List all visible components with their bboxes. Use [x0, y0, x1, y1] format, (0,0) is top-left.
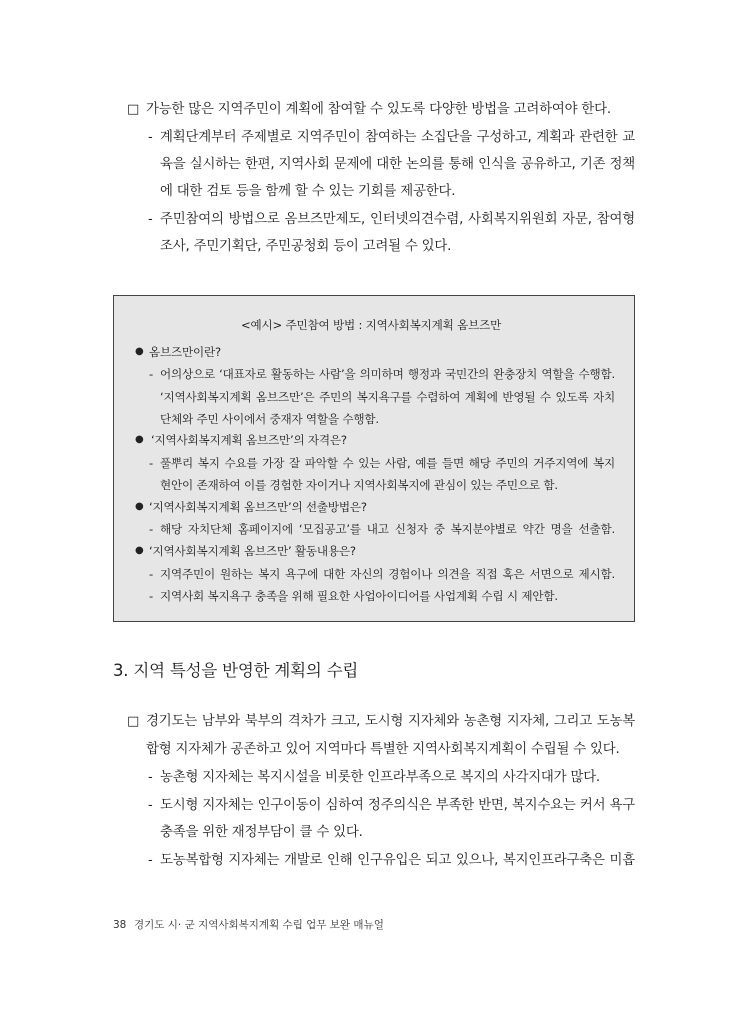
- example-heading-2: ‘지역사회복지계획 옴브즈만’의 자격은?: [151, 433, 347, 447]
- example-title: <예시> 주민참여 방법 : 지역사회복지계획 옴브즈만: [241, 318, 502, 332]
- dash-marker: -: [149, 522, 153, 536]
- checkbox-bullet: □: [127, 714, 140, 729]
- example-2-item-1-line-2: 현안이 존재하여 이를 경험한 자이거나 지역사회복지에 관심이 있는 주민으로 함.: [160, 478, 558, 492]
- bullet-dot: ●: [135, 434, 144, 445]
- example-1-item-2-line-2: 단체와 주민 사이에서 중재자 역할을 수행함.: [160, 412, 379, 426]
- dash-marker: -: [149, 567, 153, 581]
- bullet-dot: ●: [135, 346, 144, 357]
- dash-marker: -: [149, 367, 153, 381]
- example-heading-4: ‘지역사회복지계획 옴브즈만’ 활동내용은?: [149, 544, 356, 558]
- dash-marker: -: [148, 853, 153, 868]
- example-1-item-1: 어의상으로 ‘대표자로 활동하는 사람’을 의미하며 행정과 국민간의 완충장치 역할을 수행함.: [160, 367, 615, 381]
- dash-marker: -: [148, 212, 153, 227]
- footer-title: 경기도 시· 군 지역사회복지계획 수립 업무 보완 매뉴얼: [134, 919, 384, 931]
- section3-item-2-line-1: 도시형 지자체는 인구이동이 심하여 정주의식은 부족한 반면, 복지수요는 커서 욕구: [160, 798, 635, 813]
- intro-item-1-line-3: 에 대한 검토 등을 함께 할 수 있는 기회를 제공한다.: [160, 184, 456, 199]
- example-2-item-1-line-1: 풀뿌리 복지 수요를 가장 잘 파악할 수 있는 사람, 예를 들면 해당 주민의 거주지역에 복지: [160, 456, 615, 470]
- bullet-dot: ●: [135, 501, 144, 512]
- dash-marker: -: [148, 798, 153, 813]
- checkbox-bullet: □: [127, 102, 140, 117]
- intro-item-1-line-2: 육을 실시하는 한편, 지역사회 문제에 대한 논의를 통해 인식을 공유하고, 기존 정책: [160, 157, 635, 172]
- example-3-item-1: 해당 자치단체 홈페이지에 ‘모집공고’를 내고 신청자 중 복지분야별로 약간 명을 선출함.: [160, 522, 615, 536]
- intro-item-1-line-1: 계획단계부터 주제별로 지역주민이 참여하는 소집단을 구성하고, 계획과 관련한 교: [160, 130, 635, 145]
- dash-marker: -: [148, 770, 153, 785]
- example-4-item-2: 지역사회 복지욕구 충족을 위해 필요한 사업아이디어를 사업계획 수립 시 제안함.: [160, 589, 558, 603]
- example-box: [113, 295, 635, 622]
- example-4-item-1: 지역주민이 원하는 복지 욕구에 대한 자신의 경험이나 의견을 직접 혹은 서면으로 제시함.: [160, 567, 615, 581]
- example-heading-1: 옴브즈만이란?: [149, 345, 221, 359]
- section3-lead-line-2: 합형 지자체가 공존하고 있어 지역마다 특별한 지역사회복지계획이 수립될 수 있다.: [146, 742, 620, 757]
- example-1-item-2-line-1: ‘지역사회복지계획 옴브즈만’은 주민의 복지욕구를 수렴하여 계획에 반영될 수 있도록 자치: [160, 390, 615, 404]
- example-heading-3: ‘지역사회복지계획 옴브즈만’의 선출방법은?: [149, 500, 367, 514]
- bullet-dot: ●: [135, 545, 144, 556]
- section3-lead-line-1: 경기도는 남부와 북부의 격차가 크고, 도시형 지자체와 농촌형 지자체, 그리고 도농복: [146, 714, 635, 729]
- section-heading: 3. 지역 특성을 반영한 계획의 수립: [113, 661, 359, 680]
- dash-marker: -: [149, 589, 153, 603]
- section3-item-3: 도농복합형 지자체는 개발로 인해 인구유입은 되고 있으나, 복지인프라구축은 미흡: [160, 853, 635, 868]
- intro-item-2-line-2: 조사, 주민기획단, 주민공청회 등이 고려될 수 있다.: [160, 239, 452, 254]
- dash-marker: -: [149, 456, 153, 470]
- section3-item-1: 농촌형 지자체는 복지시설을 비롯한 인프라부족으로 복지의 사각지대가 많다.: [160, 770, 600, 785]
- intro-lead: 가능한 많은 지역주민이 계획에 참여할 수 있도록 다양한 방법을 고려하여야 한다.: [146, 102, 611, 117]
- section3-item-2-line-2: 충족을 위한 재정부담이 클 수 있다.: [160, 825, 363, 840]
- page-number: 38: [113, 919, 127, 931]
- dash-marker: -: [148, 130, 153, 145]
- intro-item-2-line-1: 주민참여의 방법으로 옴브즈만제도, 인터넷의견수렴, 사회복지위원회 자문, 참여형: [160, 212, 635, 227]
